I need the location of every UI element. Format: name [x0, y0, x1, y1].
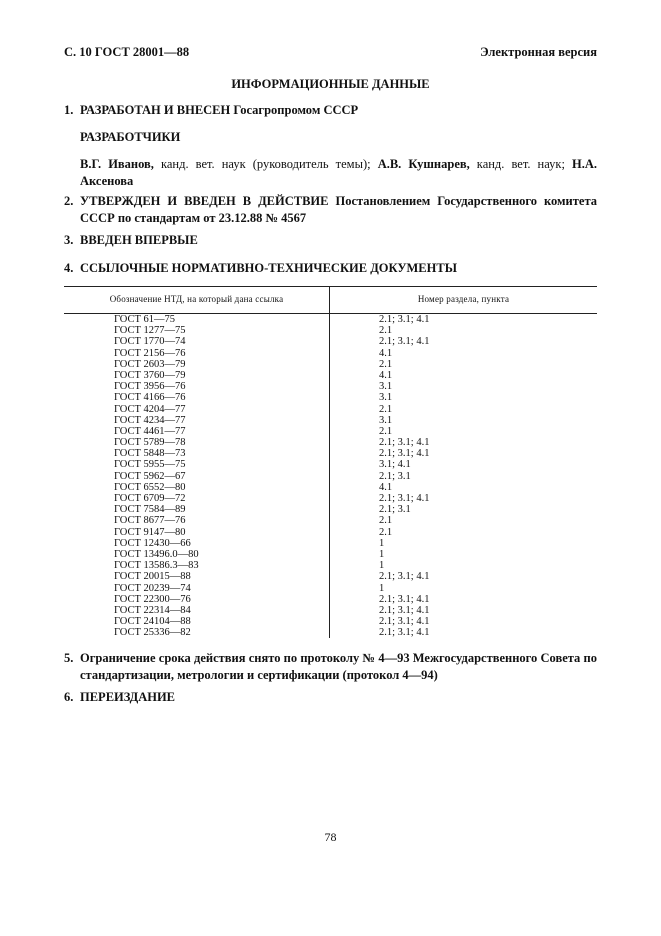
table-cell-document: ГОСТ 5848—73	[114, 448, 186, 460]
section-1-number: 1.	[64, 103, 74, 117]
section-4-number: 4.	[64, 261, 74, 275]
table-cell-document: ГОСТ 24104—88	[114, 616, 191, 628]
section-2	[64, 193, 597, 227]
table-header-document: Обозначение НТД, на который дана ссылка	[109, 294, 284, 304]
table-cell-document: ГОСТ 20239—74	[114, 582, 191, 594]
table-cell-document: ГОСТ 22314—84	[114, 604, 191, 616]
table-cell-section: 2.1; 3.1; 4.1	[379, 604, 430, 616]
header-version: Электронная версия	[480, 45, 597, 59]
table-cell-document: ГОСТ 13586.3—83	[114, 560, 199, 572]
table-row	[64, 538, 597, 549]
table-row	[64, 415, 597, 426]
table-row	[64, 471, 597, 482]
table-cell-document: ГОСТ 3956—76	[114, 381, 186, 393]
table-cell-document: ГОСТ 2156—76	[114, 347, 186, 359]
section-4	[64, 260, 597, 277]
table-row	[64, 504, 597, 515]
table-row	[64, 348, 597, 359]
table-row	[64, 359, 597, 370]
table-cell-section: 1	[379, 548, 385, 560]
table-cell-section: 2.1; 3.1; 4.1	[379, 616, 430, 628]
table-row	[64, 314, 597, 325]
table-cell-section: 4.1	[379, 347, 393, 359]
table-row	[64, 560, 597, 571]
table-row	[64, 482, 597, 493]
table-row	[64, 325, 597, 336]
table-cell-document: ГОСТ 61—75	[114, 314, 176, 325]
table-cell-document: ГОСТ 9147—80	[114, 526, 186, 538]
table-row	[64, 616, 597, 627]
table-cell-section: 1	[379, 582, 385, 594]
section-1	[64, 102, 597, 119]
table-cell-section: 2.1; 3.1; 4.1	[379, 336, 430, 348]
table-row	[64, 404, 597, 415]
table-row	[64, 437, 597, 448]
table-cell-section: 2.1; 3.1; 4.1	[379, 448, 430, 460]
table-row	[64, 392, 597, 403]
table-cell-section: 2.1; 3.1; 4.1	[379, 314, 430, 325]
developer-name: А.В. Кушнарев,	[377, 157, 470, 171]
table-cell-section: 2.1	[379, 515, 393, 527]
table-cell-document: ГОСТ 4234—77	[114, 414, 186, 426]
table-cell-section: 1	[379, 537, 385, 549]
table-cell-section: 4.1	[379, 369, 393, 381]
table-header-section: Номер раздела, пункта	[417, 294, 510, 304]
table-row	[64, 549, 597, 560]
table-top-rule	[64, 286, 597, 287]
table-cell-document: ГОСТ 6552—80	[114, 481, 186, 493]
table-cell-document: ГОСТ 12430—66	[114, 537, 191, 549]
section-1-text: РАЗРАБОТАН И ВНЕСЕН Госагропромом СССР	[80, 103, 359, 117]
table-cell-document: ГОСТ 22300—76	[114, 593, 191, 605]
table-row	[64, 336, 597, 347]
section-6	[64, 689, 597, 706]
table-cell-document: ГОСТ 13496.0—80	[114, 548, 199, 560]
table-cell-document: ГОСТ 25336—82	[114, 627, 191, 639]
table-row	[64, 605, 597, 616]
table-row	[64, 370, 597, 381]
table-cell-section: 3.1	[379, 414, 393, 426]
table-cell-document: ГОСТ 3760—79	[114, 369, 186, 381]
table-cell-document: ГОСТ 2603—79	[114, 358, 186, 370]
table-cell-section: 2.1; 3.1; 4.1	[379, 593, 430, 605]
table-cell-section: 2.1; 3.1; 4.1	[379, 571, 430, 583]
references-table	[64, 286, 597, 638]
section-2-number: 2.	[64, 194, 74, 208]
table-row	[64, 459, 597, 470]
developers-heading: РАЗРАБОТЧИКИ	[80, 130, 181, 144]
table-cell-section: 4.1	[379, 481, 393, 493]
table-row	[64, 426, 597, 437]
table-cell-document: ГОСТ 20015—88	[114, 571, 191, 583]
table-cell-document: ГОСТ 5962—67	[114, 470, 186, 482]
table-cell-section: 2.1	[379, 403, 393, 415]
table-cell-section: 2.1; 3.1; 4.1	[379, 493, 430, 504]
section-6-number: 6.	[64, 690, 74, 704]
table-cell-document: ГОСТ 4204—77	[114, 403, 186, 415]
section-6-text: ПЕРЕИЗДАНИЕ	[80, 690, 176, 704]
table-cell-document: ГОСТ 5955—75	[114, 459, 186, 471]
section-5-text: Ограничение срока действия снято по протоколу № 4—93 Межгосударственного Совета по стандартизации, метрологии и сертификации (протокол 4—94)	[80, 651, 597, 682]
table-cell-section: 2.1; 3.1	[379, 470, 411, 482]
table-body	[64, 314, 597, 638]
table-cell-document: ГОСТ 5789—78	[114, 437, 186, 449]
developer-credentials: канд. вет. наук (руководитель темы);	[153, 157, 378, 171]
table-row	[64, 594, 597, 605]
section-5-number: 5.	[64, 651, 74, 665]
table-cell-section: 2.1	[379, 526, 393, 538]
table-cell-section: 3.1	[379, 381, 393, 393]
section-3-number: 3.	[64, 233, 74, 247]
table-cell-section: 2.1	[379, 325, 393, 337]
table-row	[64, 381, 597, 392]
table-row	[64, 448, 597, 459]
table-cell-section: 2.1; 3.1; 4.1	[379, 437, 430, 449]
table-row	[64, 515, 597, 526]
table-cell-section: 3.1	[379, 392, 393, 404]
table-row	[64, 627, 597, 638]
table-cell-section: 2.1	[379, 358, 393, 370]
table-cell-section: 3.1; 4.1	[379, 459, 411, 471]
table-cell-document: ГОСТ 4461—77	[114, 425, 186, 437]
table-cell-document: ГОСТ 1277—75	[114, 325, 186, 337]
table-cell-document: ГОСТ 7584—89	[114, 504, 186, 516]
table-row	[64, 571, 597, 582]
developers-list	[80, 156, 597, 190]
table-cell-document: ГОСТ 6709—72	[114, 493, 186, 504]
table-row	[64, 583, 597, 594]
table-row	[64, 493, 597, 504]
developer-name: В.Г. Иванов,	[80, 157, 154, 171]
section-2-text: УТВЕРЖДЕН И ВВЕДЕН В ДЕЙСТВИЕ Постановлением Государственного комитета СССР по стандартам от 23.12.88 № 4567	[80, 194, 597, 225]
table-cell-document: ГОСТ 1770—74	[114, 336, 186, 348]
table-cell-section: 2.1; 3.1; 4.1	[379, 627, 430, 639]
section-4-text: ССЫЛОЧНЫЕ НОРМАТИВНО-ТЕХНИЧЕСКИЕ ДОКУМЕНТЫ	[80, 261, 457, 275]
section-5	[64, 650, 597, 684]
developer-credentials: канд. вет. наук;	[469, 157, 573, 171]
table-row	[64, 527, 597, 538]
page-title: ИНФОРМАЦИОННЫЕ ДАННЫЕ	[231, 77, 430, 91]
developer-name: Н.А. Аксенова	[80, 157, 598, 188]
page-number: 78	[324, 830, 337, 844]
table-cell-document: ГОСТ 4166—76	[114, 392, 186, 404]
table-cell-document: ГОСТ 8677—76	[114, 515, 186, 527]
table-cell-section: 2.1; 3.1	[379, 504, 411, 516]
section-3-text: ВВЕДЕН ВПЕРВЫЕ	[80, 233, 198, 247]
table-cell-section: 2.1	[379, 425, 393, 437]
section-3	[64, 232, 597, 249]
header-doc-id: С. 10 ГОСТ 28001—88	[64, 45, 190, 59]
table-cell-section: 1	[379, 560, 385, 572]
